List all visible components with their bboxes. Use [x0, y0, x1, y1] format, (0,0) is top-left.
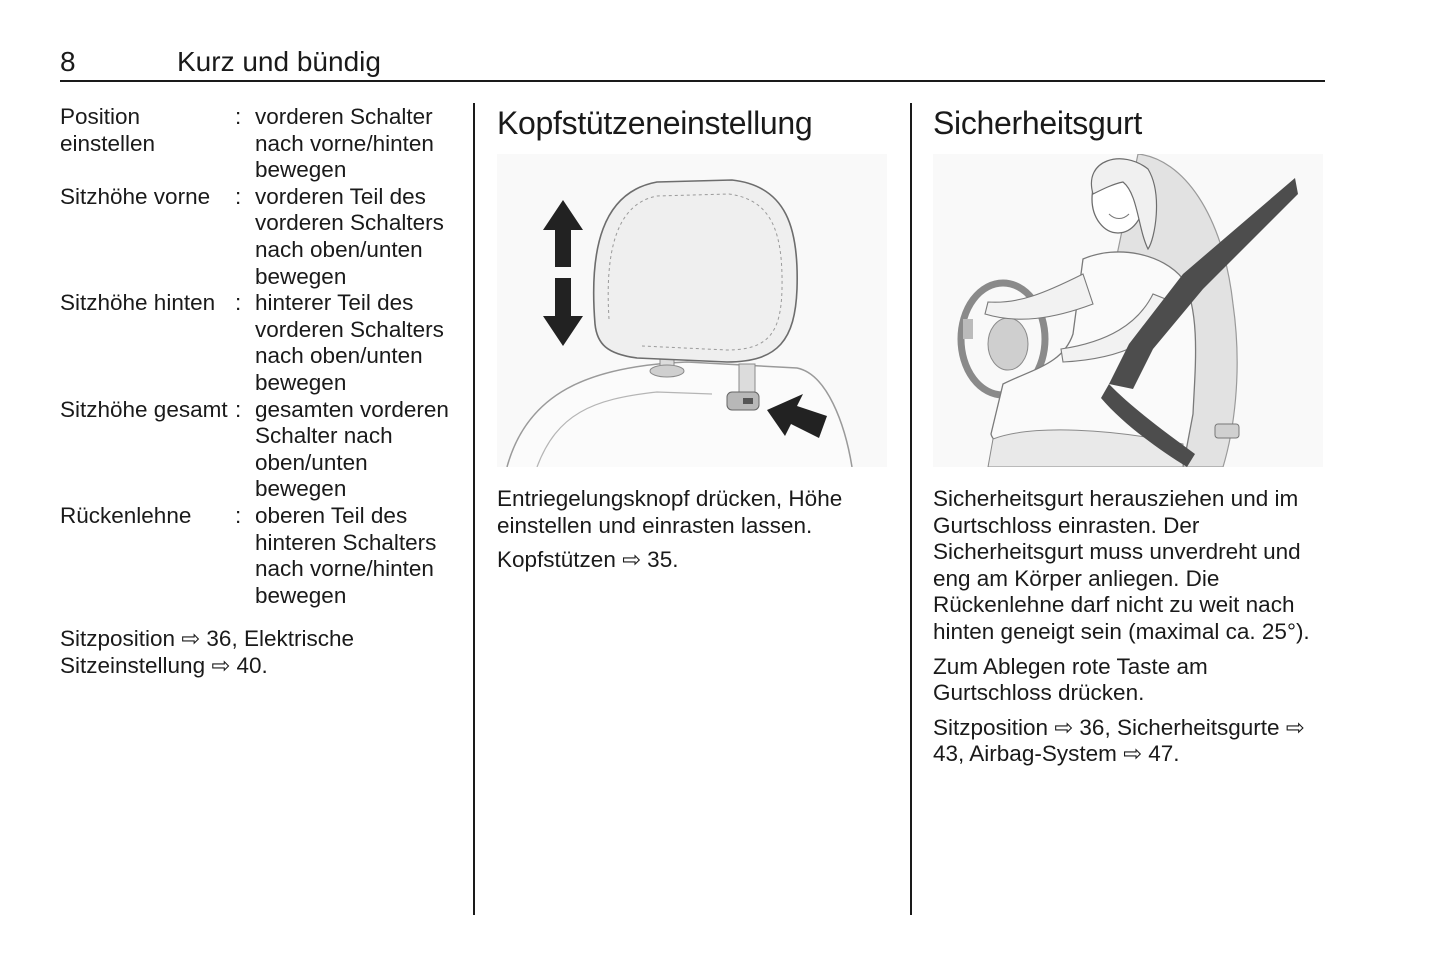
seatbelt-figure [933, 154, 1323, 467]
seat-control-row [60, 503, 460, 609]
term-separator: : [235, 396, 242, 422]
column-divider-2 [910, 103, 912, 915]
section-heading-seatbelt: Sicherheitsgurt [933, 105, 1142, 141]
term-height-front: Sitzhöhe vorne [60, 183, 211, 209]
cross-references: Sitzposition ⇨ 36, Elektrische Sitzeinstellung ⇨ 40. [60, 626, 354, 678]
seat-control-row [60, 104, 460, 184]
term-separator: : [235, 290, 242, 316]
headrest-instructions: Entriegelungsknopf drücken, Höhe einstellen und einrasten lassen. [497, 486, 843, 538]
headrest-figure [497, 154, 887, 467]
desc-height-rear: hinterer Teil des vorderen Schalters nach oben/unten bewegen [255, 290, 444, 395]
desc-position: vorderen Schalter nach vorne/hinten bewegen [255, 104, 434, 183]
page-number: 8 [60, 46, 76, 77]
section-heading-headrest: Kopfstützeneinstellung [497, 105, 813, 141]
column-divider-1 [473, 103, 475, 915]
term-position: Position einstellen [60, 104, 156, 156]
term-separator: : [235, 502, 242, 528]
headrest-section [497, 104, 892, 582]
desc-height-front: vorderen Teil des vorderen Schalters nach oben/unten bewegen [255, 183, 444, 289]
seatbelt-release-text: Zum Ablegen rote Taste am Gurtschloss drücken. [933, 653, 1208, 706]
page-header-title: Kurz und bündig [177, 46, 381, 77]
term-separator: : [235, 104, 242, 129]
term-backrest: Rückenlehne [60, 502, 192, 528]
desc-backrest: oberen Teil des hinteren Schalters nach vorne/hinten bewegen [255, 502, 437, 608]
seat-control-row [60, 290, 460, 396]
seatbelt-instructions: Sicherheitsgurt herausziehen und im Gurtschloss einrasten. Der Sicherheitsgurt muss unverdreht und eng am Körper anliegen. Die Rückenlehne darf nicht zu weit nach hinten geneigt sein (maximal ca. 25°). [933, 486, 1310, 644]
seat-control-row [60, 397, 460, 503]
seatbelt-references: Sitzposition ⇨ 36, Sicherheitsgurte ⇨ 43, Airbag-System ⇨ 47. [933, 714, 1305, 767]
header-rule [60, 80, 1325, 82]
seat-control-row [60, 184, 460, 290]
term-height-rear: Sitzhöhe hinten [60, 290, 216, 316]
desc-height-total: gesamten vorderen Schalter nach oben/unten bewegen [255, 396, 449, 502]
seatbelt-section [933, 104, 1328, 776]
term-height-total: Sitzhöhe gesamt [60, 396, 228, 422]
headrest-references: Kopfstützen ⇨ 35. [497, 547, 679, 573]
term-separator: : [235, 183, 242, 209]
seat-controls-column [60, 104, 460, 687]
